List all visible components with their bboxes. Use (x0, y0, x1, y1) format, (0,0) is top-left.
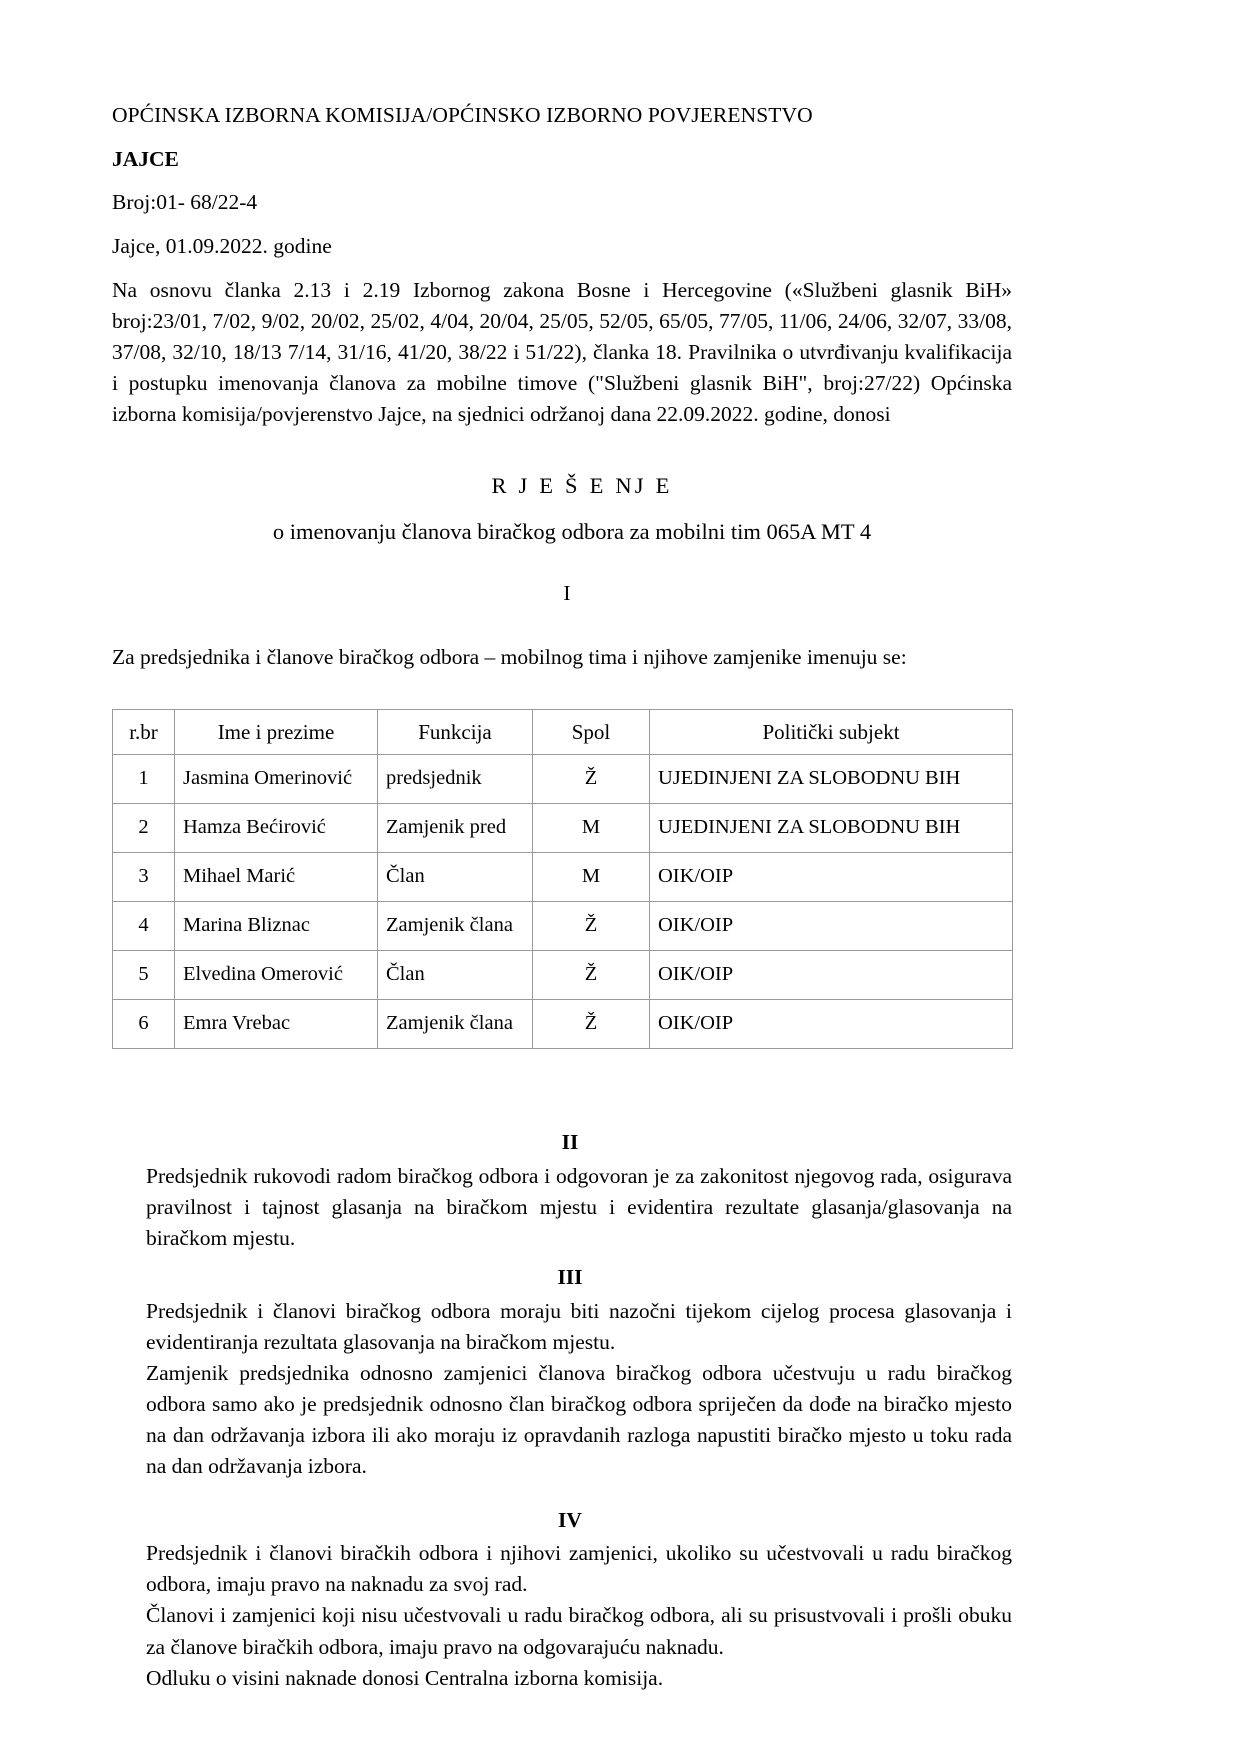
section-mark-two: II (561, 1129, 579, 1154)
cell-function: Zamjenik pred (378, 803, 533, 852)
column-header-function: Funkcija (378, 709, 533, 754)
cell-number: 1 (113, 754, 175, 803)
cell-number: 3 (113, 852, 175, 901)
cell-name: Marina Bliznac (175, 901, 378, 950)
column-header-party: Politički subjekt (650, 709, 1013, 754)
municipality-heading: JAJCE (112, 146, 179, 171)
section-two-paragraph-1: Predsjednik rukovodi radom biračkog odbora i odgovoran je za zakonitost njegovog rada, osigurava pravilnost i tajnost glasanja na biračkom mjestu i evidentira rezultate glasanja/glasovanja na biračkom mjestu. (146, 1163, 1012, 1250)
cell-sex: Ž (533, 901, 650, 950)
cell-name: Mihael Marić (175, 852, 378, 901)
document-number: Broj:01- 68/22-4 (112, 190, 258, 215)
spacer-before-section-four (112, 1483, 1012, 1505)
cell-number: 4 (113, 901, 175, 950)
cell-party: UJEDINJENI ZA SLOBODNU BIH (650, 803, 1013, 852)
cell-name: Elvedina Omerović (175, 950, 378, 999)
cell-number: 5 (113, 950, 175, 999)
place-and-date: Jajce, 01.09.2022. godine (112, 233, 332, 258)
table-row (113, 803, 1013, 852)
decision-subtitle: o imenovanju članova biračkog odbora za mobilni tim 065A MT 4 (272, 518, 872, 544)
cell-number: 2 (113, 803, 175, 852)
column-header-name: Ime i prezime (175, 709, 378, 754)
table-row (113, 950, 1013, 999)
cell-function: predsjednik (378, 754, 533, 803)
column-header-sex: Spol (533, 709, 650, 754)
section-three-paragraph-1: Predsjednik i članovi biračkog odbora moraju biti nazočni tijekom cijelog procesa glasovanja i evidentiranja rezultata glasovanja na biračkom mjestu. (146, 1298, 1012, 1354)
cell-number: 6 (113, 999, 175, 1048)
cell-sex: M (533, 803, 650, 852)
table-row (113, 999, 1013, 1048)
document-body (112, 100, 1012, 1694)
cell-sex: M (533, 852, 650, 901)
spacer-after-table (112, 1049, 1012, 1097)
cell-name: Jasmina Omerinović (175, 754, 378, 803)
cell-party: UJEDINJENI ZA SLOBODNU BIH (650, 754, 1013, 803)
decision-title: R J E Š E NJ E (491, 472, 673, 498)
section-mark-three: III (557, 1265, 583, 1290)
appointment-intro: Za predsjednika i članove biračkog odbora – mobilnog tima i njihove zamjenike imenuju se: (112, 645, 907, 670)
cell-party: OIK/OIP (650, 999, 1013, 1048)
section-four-paragraph-3: Odluku o visini naknade donosi Centralna izborna komisija. (146, 1665, 664, 1690)
section-four (112, 1505, 1012, 1694)
cell-function: Zamjenik člana (378, 901, 533, 950)
section-three-paragraph-2: Zamjenik predsjednika odnosno zamjenici članova biračkog odbora učestvuju u radu biračkog odbora samo ako je predsjednik odnosno član biračkog odbora spriječen da dođe na biračko mjesto na dan održavanja izbora ili ako moraju iz opravdanih razloga napustiti biračko mjesto u toku rada na dan održavanja izbora. (146, 1360, 1012, 1479)
section-two (112, 1127, 1012, 1254)
section-mark-one: I (563, 580, 571, 605)
cell-function: Član (378, 852, 533, 901)
cell-sex: Ž (533, 999, 650, 1048)
cell-function: Član (378, 950, 533, 999)
table-row (113, 901, 1013, 950)
column-header-number: r.br (113, 709, 175, 754)
members-table (112, 709, 1013, 1049)
cell-name: Hamza Bećirović (175, 803, 378, 852)
cell-name: Emra Vrebac (175, 999, 378, 1048)
cell-party: OIK/OIP (650, 950, 1013, 999)
cell-function: Zamjenik člana (378, 999, 533, 1048)
legal-preamble: Na osnovu članka 2.13 i 2.19 Izbornog zakona Bosne i Hercegovine («Službeni glasnik BiH» broj:23/01, 7/02, 9/02, 20/02, 25/02, 4/04, 20/04, 25/05, 52/05, 65/05, 77/05, 11/06, 24/06, 32/07, 33/08, 37/08, 32/10, 18/13 7/14, 31/16, 41/20, 38/22 i 51/22), članka 18. Pravilnika o utvrđivanju kvalifikacija i postupku imenovanja članova za mobilne timove ("Službeni glasnik BiH", broj:27/22) Općinska izborna komisija/povjerenstvo Jajce, na sjednici održanoj dana 22.09.2022. godine, donosi (112, 278, 1012, 426)
table-row (113, 754, 1013, 803)
table-header-row (113, 709, 1013, 754)
institution-heading: OPĆINSKA IZBORNA KOMISIJA/OPĆINSKO IZBORNO POVJERENSTVO (112, 103, 813, 127)
cell-sex: Ž (533, 754, 650, 803)
section-four-paragraph-1: Predsjednik i članovi biračkih odbora i njihovi zamjenici, ukoliko su učestvovali u radu biračkog odbora, imaju pravo na naknadu za svoj rad. (146, 1541, 1012, 1597)
section-mark-four: IV (558, 1507, 582, 1532)
section-three (112, 1262, 1012, 1483)
cell-sex: Ž (533, 950, 650, 999)
section-four-paragraph-2: Članovi i zamjenici koji nisu učestvovali u radu biračkog odbora, ali su prisustvovali i prošli obuku za članove biračkih odbora, imaju pravo na odgovarajuću naknadu. (146, 1603, 1012, 1659)
cell-party: OIK/OIP (650, 852, 1013, 901)
cell-party: OIK/OIP (650, 901, 1013, 950)
table-row (113, 852, 1013, 901)
